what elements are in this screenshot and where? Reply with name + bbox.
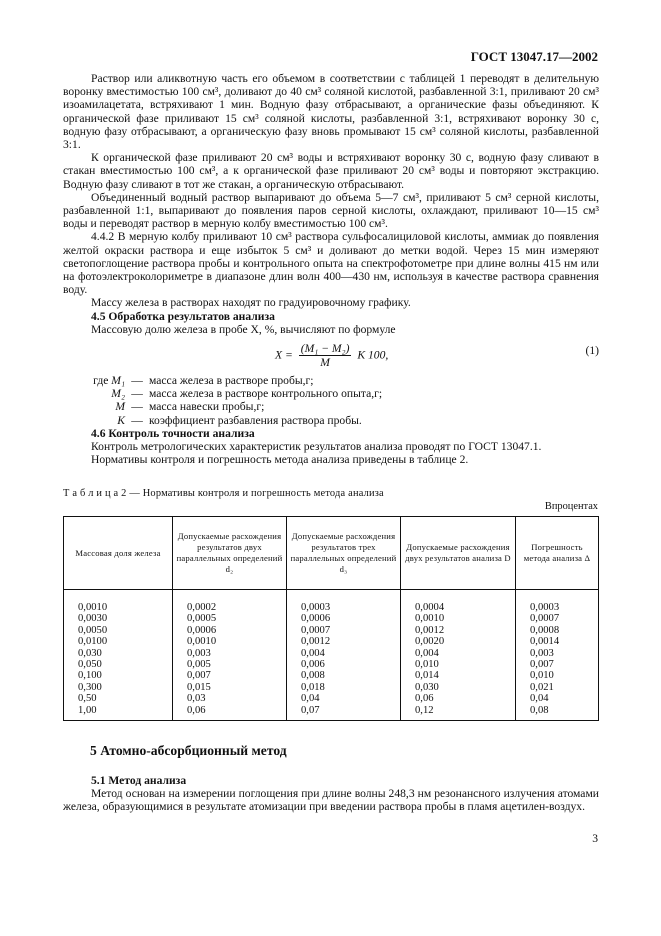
- formula-number: (1): [585, 344, 599, 358]
- paragraph: 4.4.2 В мерную колбу приливают 10 см³ раствора сульфосалициловой кислоты, аммиак до появления желтой окраски раствора и еще избыток 5 см³ и доливают до метки водой. Через 15 мин измеряют светопоглощение раствора пробы и контрольного опыта на спектрофотометре при длине волны 415 нм или на фотоэлектроколориметре в диапазоне длин волн 400—430 нм, используя в качестве раствора сравнения воду.: [63, 230, 599, 297]
- subsection-heading: 4.6 Контроль точности анализа: [91, 426, 255, 440]
- section-5-text: [63, 774, 599, 814]
- table-header: Массовая доля железа: [64, 517, 173, 590]
- table-caption: Т а б л и ц а 2 — Нормативы контроля и погрешность метода анализа: [63, 488, 384, 499]
- table-cell: 0,08: [516, 705, 599, 721]
- table-cell: 0,015: [173, 682, 287, 693]
- table-header: Допускаемые расхождения результатов двух параллельных определений d₂: [173, 517, 287, 590]
- table-row: [64, 636, 599, 647]
- page-number: 3: [592, 832, 598, 845]
- table-header-row: [64, 517, 599, 590]
- table-units: Впроцентах: [544, 501, 598, 512]
- table-cell: 0,004: [287, 648, 401, 659]
- table-cell: 0,0008: [516, 625, 599, 636]
- table-cell: 0,0006: [287, 613, 401, 624]
- paragraph: Раствор или аликвотную часть его объемом в соответствии с таблицей 1 переводят в делительную воронку вместимостью 100 см³, доливают до 40 см³ соляной кислотой, разбавленной 3:1, приливают 20 см³ изоамилацетата, встряхивают 1 мин. Водную фазу отбрасывают, а органические фазы объединяют. К органической фазе приливают 15 см³ соляной кислоты, разбавленной 3:1, встряхивают воронку 30 с, водную фазу отбрасывают, а органическую фазу вновь промывают 15 см³ соляной кислоты, разбавленной 3:1.: [63, 72, 599, 152]
- definition-row: [63, 374, 599, 387]
- table-cell: 0,0100: [64, 636, 173, 647]
- definitions: [63, 374, 599, 427]
- table-cell: 0,0030: [64, 613, 173, 624]
- table-cell: 0,0004: [401, 590, 516, 614]
- subsection-heading: 5.1 Метод анализа: [91, 774, 187, 787]
- table-row: [64, 659, 599, 670]
- table-cell: 0,07: [287, 705, 401, 721]
- table-row: [64, 625, 599, 636]
- table-cell: 0,0014: [516, 636, 599, 647]
- definition-symbol: M: [115, 400, 125, 414]
- paragraph: Метод основан на измерении поглощения при длине волны 248,3 нм резонансного излучения атомами железа, образующимися в результате атомизации при введении раствора пробы в пламя ацетилен-воздух.: [63, 787, 599, 814]
- table-header: Допускаемые расхождения результатов трех параллельных определений d₃: [287, 517, 401, 590]
- table-cell: 0,06: [173, 705, 287, 721]
- table-cell: 0,300: [64, 682, 173, 693]
- paragraph: Нормативы контроля и погрешность метода анализа приведены в таблице 2.: [91, 453, 469, 467]
- table-cell: 0,0003: [287, 590, 401, 614]
- table-cell: 0,003: [516, 648, 599, 659]
- table-cell: 0,50: [64, 693, 173, 704]
- definition-symbol: M₁: [111, 374, 125, 388]
- definition-symbol: M₂: [111, 387, 125, 401]
- table-cell: 0,005: [173, 659, 287, 670]
- table-cell: 0,0007: [287, 625, 401, 636]
- definition-row: [63, 414, 599, 427]
- definition-text: масса железа в растворе пробы,г;: [149, 374, 314, 388]
- table-cell: 0,003: [173, 648, 287, 659]
- definition-lead: где: [93, 374, 109, 388]
- document-header: ГОСТ 13047.17—2002: [470, 49, 598, 64]
- section-heading: 5 Атомно-абсорбционный метод: [90, 743, 287, 758]
- table-row: [64, 705, 599, 721]
- definition-text: масса навески пробы,г;: [149, 400, 265, 414]
- table-cell: 0,0050: [64, 625, 173, 636]
- table-cell: 0,030: [64, 648, 173, 659]
- definition-symbol: K: [117, 413, 125, 427]
- paragraph: К органической фазе приливают 20 см³ воды и встряхивают воронку 30 с, водную фазу сливают в стакан вместимостью 100 см³, а к органической фазе приливают 20 см³ воды и повторяют экстракцию. Водную фазу сливают в тот же стакан, а органическую отбрасывают.: [63, 151, 599, 191]
- definition-dash: —: [131, 400, 143, 414]
- table-cell: 0,0006: [173, 625, 287, 636]
- table-row: [64, 670, 599, 681]
- table-cell: 0,010: [516, 670, 599, 681]
- paragraph: Объединенный водный раствор выпаривают до объема 5—7 см³, приливают 5 см³ серной кислоты, разбавленной 1:1, выпаривают до появления паров серной кислоты, охлаждают, приливают 10—15 см³ воды и переводят раствор в мерную колбу вместимостью 100 см³.: [63, 190, 599, 231]
- table-cell: 0,0007: [516, 613, 599, 624]
- formula-denominator: M: [320, 356, 330, 370]
- table-cell: 0,050: [64, 659, 173, 670]
- table-cell: 0,12: [401, 705, 516, 721]
- table-cell: 0,0020: [401, 636, 516, 647]
- table-cell: 0,010: [401, 659, 516, 670]
- formula-lhs: X =: [275, 348, 293, 362]
- paragraph: Массовую долю железа в пробе X, %, вычисляют по формуле: [91, 322, 396, 336]
- table-cell: 0,0010: [64, 590, 173, 614]
- definition-text: коэффициент разбавления раствора пробы.: [149, 413, 362, 427]
- table-cell: 0,0002: [173, 590, 287, 614]
- table-row: [64, 693, 599, 704]
- table-cell: 0,0010: [401, 613, 516, 624]
- definition-dash: —: [131, 374, 143, 388]
- table-cell: 0,021: [516, 682, 599, 693]
- table-cell: 0,0012: [401, 625, 516, 636]
- table-cell: 0,007: [173, 670, 287, 681]
- definition-text: масса железа в растворе контрольного опыта,г;: [149, 387, 383, 401]
- table-cell: 0,04: [287, 693, 401, 704]
- table-cell: 0,06: [401, 693, 516, 704]
- table-cell: 0,03: [173, 693, 287, 704]
- table-cell: 0,004: [401, 648, 516, 659]
- table-row: [64, 682, 599, 693]
- table-cell: 0,030: [401, 682, 516, 693]
- table-cell: 0,04: [516, 693, 599, 704]
- formula-numerator: (M₁ − M₂): [300, 342, 350, 356]
- table-cell: 0,018: [287, 682, 401, 693]
- subsection-heading: 4.5 Обработка результатов анализа: [91, 309, 275, 323]
- table-cell: 0,014: [401, 670, 516, 681]
- definition-row: [63, 400, 599, 413]
- table-cell: 0,0010: [173, 636, 287, 647]
- definition-dash: —: [131, 413, 143, 427]
- table-cell: 0,006: [287, 659, 401, 670]
- formula: [63, 336, 599, 372]
- formula-tail: K 100,: [357, 348, 389, 362]
- norms-table: [63, 516, 599, 721]
- definition-row: [63, 387, 599, 400]
- table-cell: 0,007: [516, 659, 599, 670]
- table-cell: 1,00: [64, 705, 173, 721]
- table-cell: 0,100: [64, 670, 173, 681]
- table-row: [64, 613, 599, 624]
- paragraph: Массу железа в растворах находят по градуировочному графику.: [91, 296, 411, 310]
- table-cell: 0,0005: [173, 613, 287, 624]
- table-header: Допускаемые расхождения двух результатов анализа D: [401, 517, 516, 590]
- table-cell: 0,0003: [516, 590, 599, 614]
- paragraph: Контроль метрологических характеристик результатов анализа проводят по ГОСТ 13047.1.: [91, 440, 542, 454]
- table-row: [64, 648, 599, 659]
- table-cell: 0,008: [287, 670, 401, 681]
- table-header: Погрешность метода анализа Δ: [516, 517, 599, 590]
- table-row: [64, 590, 599, 614]
- definition-dash: —: [131, 387, 143, 401]
- table-cell: 0,0012: [287, 636, 401, 647]
- main-text: [63, 72, 599, 466]
